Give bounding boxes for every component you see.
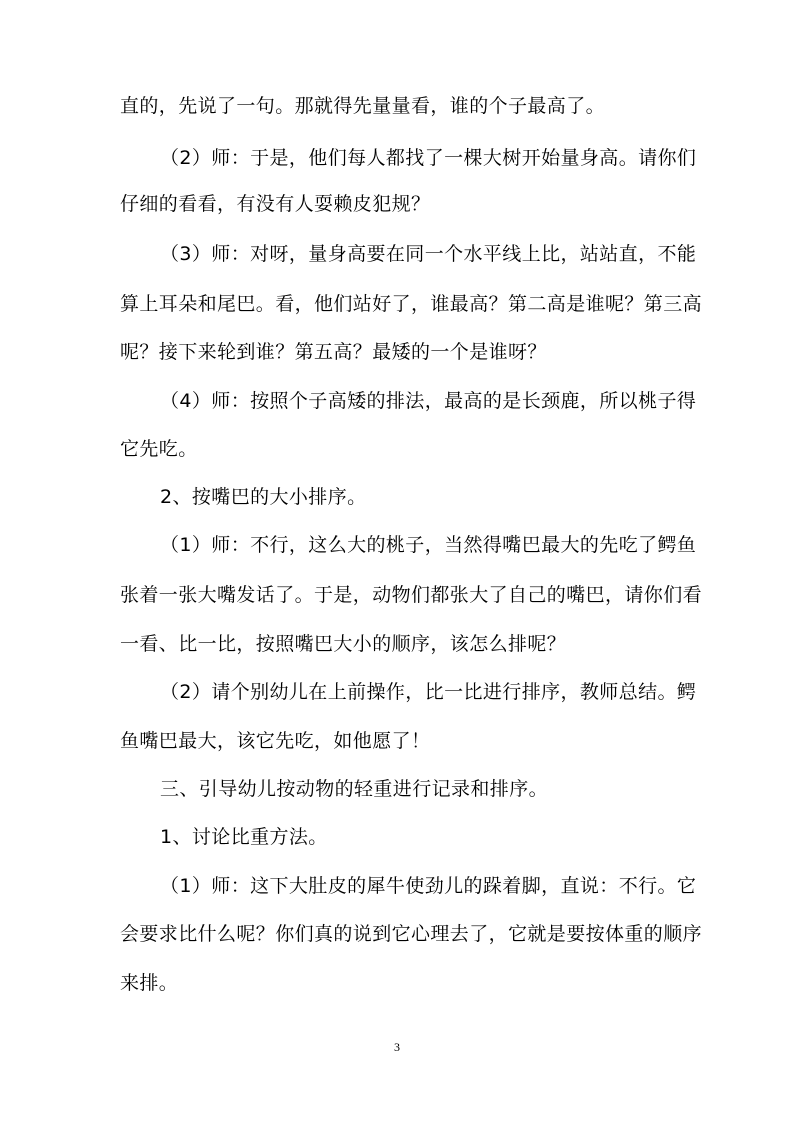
text-line: 会要求比什么呢？你们真的说到它心理去了，它就是要按体重的顺序 <box>120 923 703 945</box>
text-line: 鱼嘴巴最大，该它先吃，如他愿了！ <box>120 730 431 752</box>
text-line: 算上耳朵和尾巴。看，他们站好了，谁最高？第二高是谁呢？第三高 <box>120 293 703 315</box>
text-line: 它先吃。 <box>120 438 198 460</box>
text-line: 来排。 <box>120 972 179 994</box>
section-heading: 1、讨论比重方法。 <box>160 826 328 848</box>
page-number: 3 <box>394 1040 400 1054</box>
text-line: 张着一张大嘴发话了。于是，动物们都张大了自己的嘴巴，请你们看 <box>120 584 703 606</box>
text-line: （3）师：对呀，量身高要在同一个水平线上比，站站直，不能 <box>160 243 697 265</box>
section-heading: 2、按嘴巴的大小排序。 <box>160 486 367 508</box>
text-line: （2）师：于是，他们每人都找了一棵大树开始量身高。请你们 <box>160 147 697 169</box>
text-line: 一看、比一比，按照嘴巴大小的顺序，该怎么排呢？ <box>120 633 567 655</box>
text-line: 直的，先说了一句。那就得先量量看，谁的个子最高了。 <box>120 95 606 117</box>
text-line: 仔细的看看，有没有人耍赖皮犯规？ <box>120 193 431 215</box>
section-heading: 三、引导幼儿按动物的轻重进行记录和排序。 <box>160 778 549 800</box>
text-line: 呢？接下来轮到谁？第五高？最矮的一个是谁呀？ <box>120 341 547 363</box>
text-line: （2）请个别幼儿在上前操作，比一比进行排序，教师总结。鳄 <box>160 681 697 703</box>
text-line: （4）师：按照个子高矮的排法，最高的是长颈鹿，所以桃子得 <box>160 390 697 412</box>
text-line: （1）师：这下大肚皮的犀牛使劲儿的跺着脚，直说：不行。它 <box>160 875 697 897</box>
text-line: （1）师：不行，这么大的桃子，当然得嘴巴最大的先吃了鳄鱼 <box>160 534 697 556</box>
